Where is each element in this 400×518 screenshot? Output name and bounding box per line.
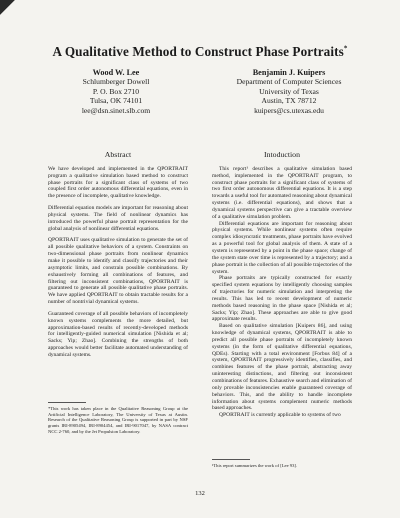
author-affiliation: Department of Computer Sciences	[236, 77, 342, 87]
footnote-right: ¹This report summarizes the work of [Lee 93].	[212, 463, 298, 468]
intro-paragraph: Phase portraits are typically constructed for exactly specified system equations by intelligently choosing samples of trajectories for numeric simulation and interpreting the results. This has led to recent development of numeric methods based reasoning in the phase space [Nishida et al; Sacks; Yip; Zhao]. These approaches are able to give good approximate results.	[212, 275, 352, 323]
author-block-kuipers	[214, 68, 364, 115]
author-block-lee	[46, 68, 186, 115]
paper-title	[0, 44, 400, 60]
intro-paragraph: QPORTRAIT is currently applicable to systems of two	[219, 412, 341, 419]
intro-paragraph: Differential equations are important for reasoning about physical systems. While nonlinear systems often require complex idiosyncratic treatments, phase portraits have evolved as a powerful tool for global analysis of them. A state of a system is represented by a point in the phase space; change of the system state over time is represented by a trajectory; and a phase portrait is the collection of all possible trajectories of the system.	[212, 220, 352, 275]
author-university: University of Texas	[259, 86, 319, 96]
abstract-paragraph: Guaranteed coverage of all possible behaviors of incompletely known systems complements the more detailed, but approximation-based results of recently-developed methods for intelligently-guided numerical simulation [Nishida et al; Sacks; Yip; Zhao]. Combining the strengths of both approaches would better facilitate automated understanding of dynamical systems.	[48, 310, 188, 358]
footnote-rule-left	[48, 402, 86, 403]
intro-paragraph: Based on qualitative simulation [Kuipers 86], and using knowledge of dynamical systems, QPORTRAIT is able to predict all possible phase portraits of incompletely known systems (in the form of qualitative differential equations, QDEs). Starting with a total environment [Forbus 84] of a system, QPORTRAIT progressively identifies, classifies, and combines features of the phase portrait, abstracting away uninteresting distinctions, and filtering out inconsistent combinations of features. Exhaustive search and elimination of only provable inconsistencies enable guaranteed coverage of behaviors. This, and the ability to handle incomplete information about systems complement numeric methods based approaches.	[212, 323, 352, 412]
author-address: P. O. Box 2710	[92, 86, 140, 96]
author-email: lee@dsn.sinet.slb.com	[81, 105, 151, 115]
author-name: Benjamin J. Kuipers	[252, 68, 326, 77]
author-name: Wood W. Lee	[92, 68, 140, 77]
author-affiliation: Schlumberger Dowell	[82, 77, 150, 87]
intro-paragraph: This report¹ describes a qualitative simulation based method, implemented in the QPORTRAIT program, to construct phase portraits for a significant class of systems of two first order autonomous differential equations. It is a step towards a useful tool for automated reasoning about dynamical systems (i.e. differential equations), and shows that a dynamical systems perspective can give a tractable overview of a qualitative simulation problem.	[212, 165, 352, 220]
author-city: Tulsa, OK 74101	[89, 96, 143, 106]
abstract-paragraph: Differential equation models are important for reasoning about physical systems. The field of nonlinear dynamics has introduced the powerful phase portrait representation for the global analysis of nonlinear differential equations.	[48, 205, 188, 232]
abstract-column	[48, 152, 188, 364]
title-text: A Qualitative Method to Construct Phase Portraits	[52, 44, 344, 59]
scan-corner-mark	[0, 0, 18, 24]
abstract-paragraph: QPORTRAIT uses qualitative simulation to generate the set of all possible qualitative behaviors of a system. Constraints on two-dimensional phase portraits from nonlinear dynamics make it possible to identify and classify trajectories and their asymptotic limits, and constrain possible combinations. By exhaustively forming all combinations of features, and filtering out inconsistent combinations, QPORTRAIT is guaranteed to generate all possible qualitative phase portraits. We have applied QPORTRAIT to obtain tractable results for a number of nontrivial dynamical systems.	[48, 237, 188, 306]
abstract-paragraph: We have developed and implemented in the QPORTRAIT program a qualitative simulation based method to construct phase portraits for a significant class of systems of two coupled first order autonomous differential equations, even in the presence of incomplete, qualitative knowledge.	[48, 165, 188, 200]
title-footnote-mark: *	[343, 44, 348, 53]
author-email: kuipers@cs.utexas.edu	[254, 105, 324, 115]
footnote-left: *This work has taken place in the Qualitative Reasoning Group at the Artificial Intelligence Laboratory, The University of Texas at Austin. Research of the Qualitative Reasoning Group is supported in part by NSF grants IRI-8905494, IRI-8904454, and IRI-9017047, by NASA contract NCC 2-760, and by the Jet Propulsion Laboratory.	[48, 406, 188, 434]
introduction-heading: Intoduction	[264, 150, 300, 159]
footnote-rule-right	[212, 459, 250, 460]
abstract-heading: Abstract	[104, 150, 132, 159]
author-city: Austin, TX 78712	[261, 96, 317, 106]
page-number: 132	[195, 490, 205, 497]
introduction-column	[212, 152, 352, 419]
